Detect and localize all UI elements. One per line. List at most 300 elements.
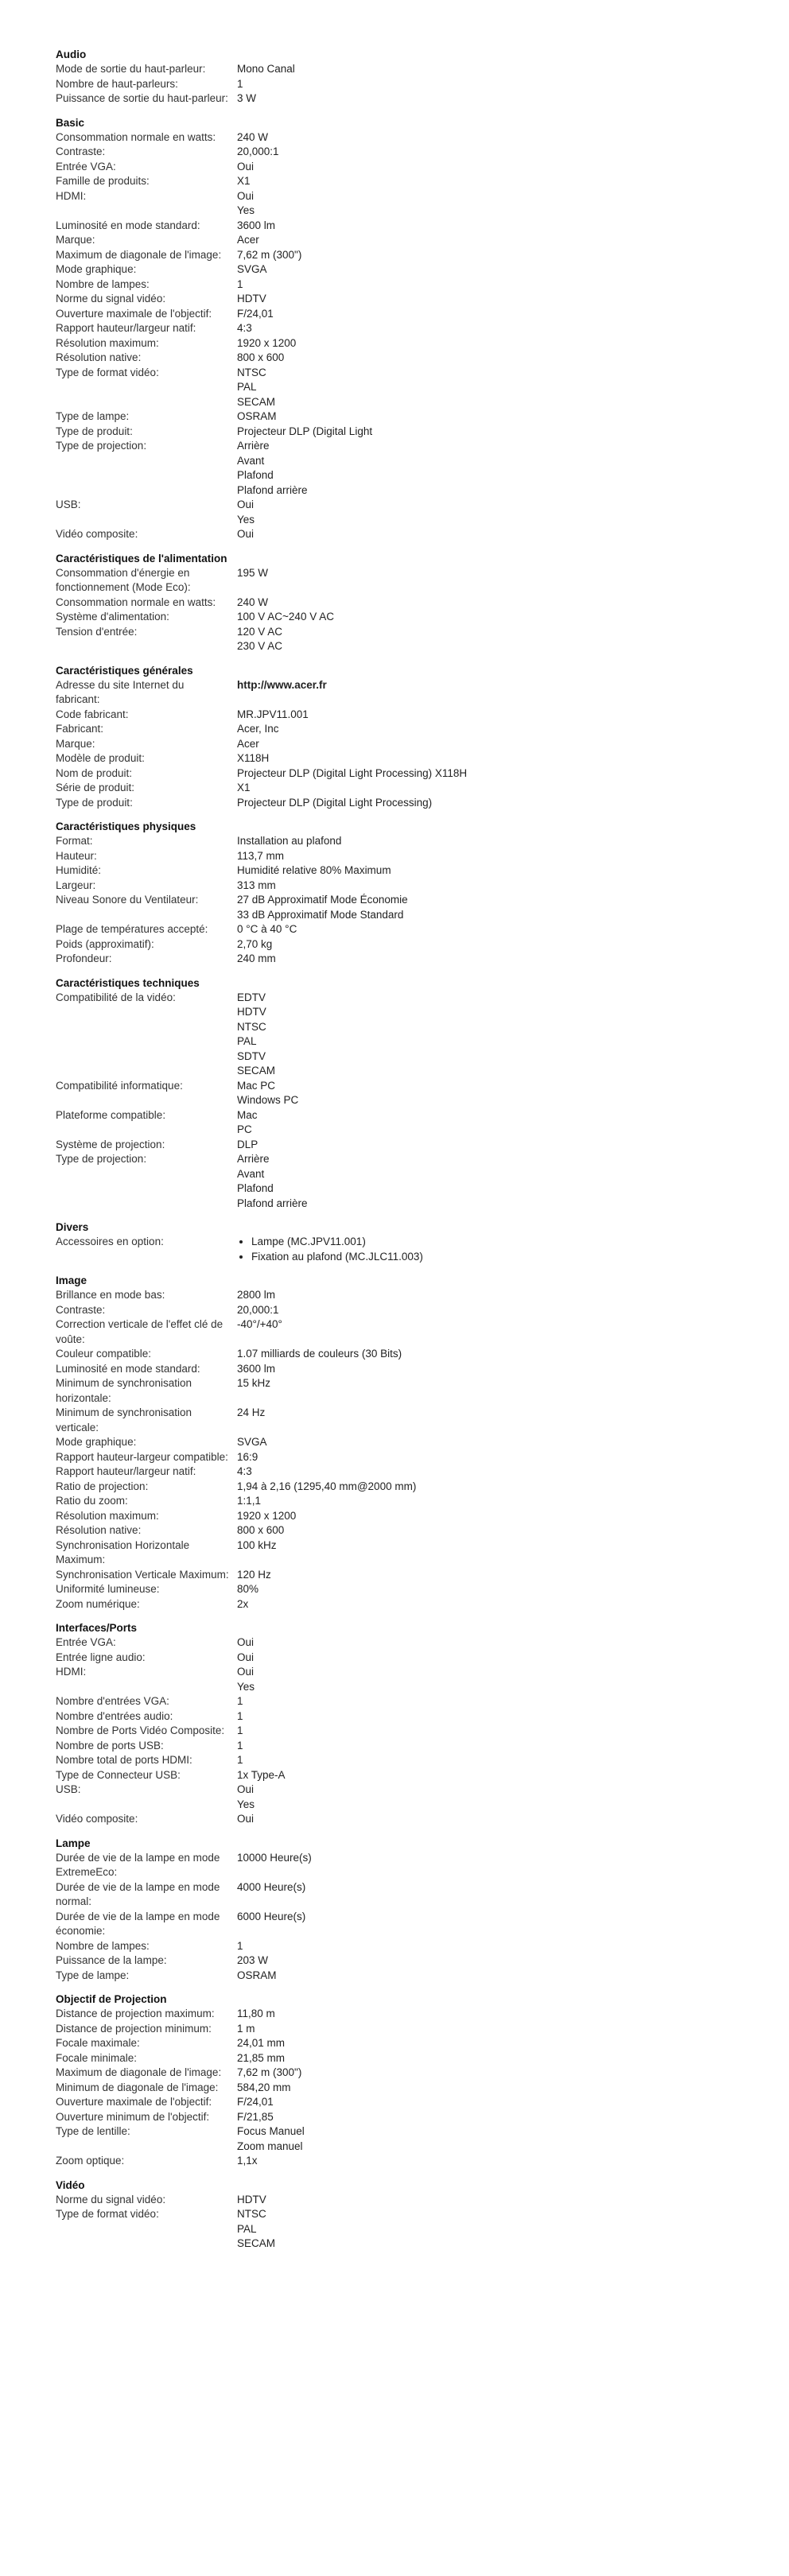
spec-row: [56, 248, 789, 263]
spec-row: [56, 1347, 789, 1362]
value-line: 120 Hz: [237, 1568, 271, 1581]
spec-label: Rapport hauteur/largeur natif:: [56, 1465, 196, 1477]
accessory-list: [237, 1235, 789, 1264]
spec-label: Entrée VGA:: [56, 160, 116, 173]
spec-label: Hauteur:: [56, 849, 97, 862]
value-line: 6000 Heure(s): [237, 1910, 306, 1922]
spec-label: Rapport hauteur-largeur compatible:: [56, 1450, 228, 1463]
spec-row: [56, 1480, 789, 1495]
spec-value: [237, 2036, 789, 2051]
value-line: 1 m: [237, 2022, 255, 2035]
spec-value: [237, 1494, 789, 1509]
value-line: X1: [237, 782, 251, 793]
spec-value: [237, 1753, 789, 1768]
spec-row: [56, 1939, 789, 1954]
spec-row: [56, 1376, 789, 1406]
spec-row: [56, 1523, 789, 1538]
spec-row: [56, 1317, 789, 1347]
spec-label: Nombre d'entrées VGA:: [56, 1695, 169, 1707]
value-line: 24 Hz: [237, 1406, 266, 1418]
value-line: OSRAM: [237, 1969, 277, 1981]
spec-label: Plage de températures accepté:: [56, 923, 208, 935]
spec-row: [56, 130, 789, 145]
value-line: 2800 lm: [237, 1289, 276, 1301]
spec-row: [56, 596, 789, 611]
spec-row: [56, 1851, 789, 1880]
value-line: Projecteur DLP (Digital Light Processing): [237, 796, 433, 809]
spec-label: Résolution native:: [56, 351, 142, 363]
value-line: 20,000:1: [237, 145, 279, 157]
spec-value: [237, 248, 789, 263]
spec-row: [56, 863, 789, 879]
value-line: Acer: [237, 234, 259, 246]
value-line: X118H: [237, 752, 270, 764]
spec-value: [237, 2110, 789, 2125]
value-line: PAL: [237, 2222, 257, 2235]
spec-row: [56, 1450, 789, 1465]
value-line: 800 x 600: [237, 351, 285, 363]
spec-value: [237, 160, 789, 175]
spec-section: [56, 976, 789, 1212]
spec-value: [237, 1376, 789, 1406]
spec-value: [237, 366, 789, 410]
spec-label: Norme du signal vidéo:: [56, 2193, 166, 2206]
spec-row: [56, 409, 789, 425]
spec-row: [56, 1953, 789, 1969]
spec-value: [237, 262, 789, 277]
value-line: 1: [237, 1695, 243, 1707]
spec-value: [237, 307, 789, 322]
spec-label: Adresse du site Internet du fabricant:: [56, 678, 185, 705]
spec-label: Ratio de projection:: [56, 1480, 149, 1492]
spec-row: [56, 277, 789, 293]
value-line: Yes: [237, 204, 255, 216]
value-line: SVGA: [237, 263, 267, 275]
spec-label: Brillance en mode bas:: [56, 1289, 165, 1301]
spec-row: [56, 2036, 789, 2051]
value-line: Plafond arrière: [237, 483, 308, 496]
spec-value: [237, 527, 789, 542]
spec-value: [237, 2193, 789, 2208]
spec-section: [56, 820, 789, 967]
list-item: • Fixation au plafond (MC.JLC11.003): [251, 1250, 789, 1265]
value-line: Arrière: [237, 1153, 270, 1165]
spec-label: Puissance de sortie du haut-parleur:: [56, 92, 228, 104]
value-line: 1: [237, 277, 243, 290]
spec-value: [237, 1435, 789, 1450]
spec-label: Résolution maximum:: [56, 336, 159, 349]
spec-row: [56, 1303, 789, 1318]
spec-value: [237, 351, 789, 366]
spec-label: Durée de vie de la lampe en mode normal:: [56, 1880, 220, 1907]
spec-label: Type de lampe:: [56, 410, 130, 422]
spec-value: [237, 937, 789, 952]
spec-row: [56, 1880, 789, 1910]
spec-row: [56, 834, 789, 849]
spec-section: [56, 552, 789, 654]
spec-row: [56, 678, 789, 708]
spec-row: [56, 766, 789, 782]
value-line: 7,62 m (300"): [237, 248, 302, 261]
spec-label: Maximum de diagonale de l'image:: [56, 248, 222, 261]
value-line: Mac PC: [237, 1079, 276, 1092]
spec-label: Distance de projection minimum:: [56, 2022, 212, 2035]
spec-row: [56, 439, 789, 498]
spec-row: [56, 1288, 789, 1303]
spec-label: Plateforme compatible:: [56, 1108, 166, 1121]
spec-label: Maximum de diagonale de l'image:: [56, 2066, 222, 2078]
spec-row: [56, 2022, 789, 2037]
value-line: Arrière: [237, 440, 270, 452]
spec-row: [56, 751, 789, 766]
value-line: NTSC: [237, 2208, 266, 2220]
value-line: Oui: [237, 189, 255, 202]
spec-row: [56, 527, 789, 542]
spec-row: [56, 174, 789, 189]
spec-row: [56, 566, 789, 596]
spec-row: [56, 1568, 789, 1583]
spec-section: [56, 1274, 789, 1612]
spec-value: [237, 1235, 789, 1264]
spec-value: [237, 796, 789, 811]
spec-label: Nombre de Ports Vidéo Composite:: [56, 1724, 225, 1736]
spec-row: [56, 262, 789, 277]
value-line: Mac: [237, 1108, 258, 1121]
value-line: 240 W: [237, 130, 269, 143]
spec-label: Vidéo composite:: [56, 528, 138, 540]
spec-row: [56, 366, 789, 410]
value-line: 20,000:1: [237, 1303, 279, 1316]
spec-row: [56, 1739, 789, 1754]
spec-label: Famille de produits:: [56, 175, 150, 187]
value-line: 33 dB Approximatif Mode Standard: [237, 908, 404, 921]
spec-value: [237, 439, 789, 498]
spec-row: [56, 1079, 789, 1108]
value-line: -40°/+40°: [237, 1318, 282, 1330]
spec-label: Type de format vidéo:: [56, 2208, 159, 2220]
value-line: 24,01 mm: [237, 2037, 286, 2049]
value-line: F/24,01: [237, 2096, 274, 2108]
value-line: 1920 x 1200: [237, 1509, 297, 1522]
value-line: Acer, Inc: [237, 723, 279, 735]
spec-row: [56, 2193, 789, 2208]
spec-label: Zoom numérique:: [56, 1597, 140, 1610]
spec-value: [237, 625, 789, 654]
value-line: SDTV: [237, 1049, 266, 1062]
spec-value: [237, 321, 789, 336]
spec-label: Type de projection:: [56, 1153, 147, 1165]
value-line: Plafond arrière: [237, 1197, 308, 1209]
section-title: Lampe: [56, 1837, 91, 1849]
value-line: 1: [237, 1739, 243, 1752]
value-line: Focus Manuel: [237, 2125, 305, 2137]
section-title: Objectif de Projection: [56, 1993, 167, 2005]
spec-row: [56, 879, 789, 894]
value-line: Avant: [237, 454, 265, 467]
spec-label: Ratio du zoom:: [56, 1495, 128, 1507]
value-line: HDTV: [237, 293, 266, 305]
spec-label: Modèle de produit:: [56, 752, 145, 764]
spec-label: Luminosité en mode standard:: [56, 219, 200, 231]
value-line: Zoom manuel: [237, 2140, 303, 2152]
value-line: Installation au plafond: [237, 835, 342, 847]
value-line: 4000 Heure(s): [237, 1880, 306, 1893]
value-line: Acer: [237, 737, 259, 750]
value-line: 11,80 m: [237, 2008, 275, 2019]
value-line: Oui: [237, 1666, 255, 1678]
spec-label: Résolution maximum:: [56, 1509, 159, 1522]
spec-value: [237, 863, 789, 879]
spec-label: Entrée ligne audio:: [56, 1651, 146, 1663]
value-line: 240 mm: [237, 952, 276, 964]
spec-label: USB:: [56, 499, 81, 510]
spec-label: Nom de produit:: [56, 766, 133, 779]
spec-label: Mode de sortie du haut-parleur:: [56, 63, 206, 75]
value-line: 1: [237, 1939, 243, 1952]
value-line: Yes: [237, 513, 255, 526]
spec-value: [237, 610, 789, 625]
spec-section: [56, 48, 789, 107]
spec-row: [56, 1108, 789, 1138]
spec-row: [56, 1709, 789, 1724]
spec-label: Vidéo composite:: [56, 1813, 138, 1825]
value-line: 3600 lm: [237, 1362, 276, 1375]
spec-value: [237, 425, 789, 440]
spec-value: [237, 91, 789, 107]
value-line: 1.07 milliards de couleurs (30 Bits): [237, 1348, 402, 1360]
value-line: Oui: [237, 1636, 255, 1648]
spec-label: Type de projection:: [56, 440, 147, 452]
spec-label: Focale maximale:: [56, 2037, 140, 2049]
spec-row: [56, 625, 789, 654]
spec-value: [237, 1694, 789, 1709]
spec-value: [237, 1709, 789, 1724]
spec-label: Mode graphique:: [56, 1436, 137, 1448]
spec-label: Type de lampe:: [56, 1969, 130, 1981]
spec-value: [237, 2066, 789, 2081]
spec-value: [237, 2022, 789, 2037]
spec-row: [56, 321, 789, 336]
section-title: Divers: [56, 1221, 89, 1233]
value-line: HDTV: [237, 1006, 266, 1018]
section-title: Caractéristiques de l'alimentation: [56, 552, 227, 564]
spec-row: [56, 610, 789, 625]
value-line: Plafond: [237, 1182, 274, 1194]
section-title: Interfaces/Ports: [56, 1622, 138, 1634]
value-line: Yes: [237, 1798, 255, 1810]
spec-label: Durée de vie de la lampe en mode ExtremeEco:: [56, 1851, 220, 1878]
spec-label: Contraste:: [56, 145, 106, 157]
spec-value: [237, 737, 789, 752]
spec-value: [237, 751, 789, 766]
spec-label: Luminosité en mode standard:: [56, 1362, 200, 1375]
spec-row: [56, 219, 789, 234]
spec-row: [56, 2124, 789, 2154]
spec-label: Code fabricant:: [56, 708, 129, 720]
value-line: Projecteur DLP (Digital Light Processing) X118H: [237, 766, 468, 779]
spec-row: [56, 722, 789, 737]
spec-row: [56, 893, 789, 922]
spec-row: [56, 781, 789, 796]
spec-label: Niveau Sonore du Ventilateur:: [56, 894, 199, 906]
spec-value: [237, 834, 789, 849]
spec-row: [56, 1235, 789, 1264]
spec-value: [237, 1635, 789, 1651]
spec-row: [56, 1665, 789, 1694]
spec-value: [237, 292, 789, 307]
spec-value: [237, 2207, 789, 2252]
spec-value: [237, 145, 789, 160]
spec-label: Consommation d'énergie en fonctionnement (Mode Eco):: [56, 566, 191, 593]
spec-row: [56, 1969, 789, 1984]
spec-value: [237, 233, 789, 248]
value-line: Windows PC: [237, 1094, 299, 1106]
spec-row: [56, 425, 789, 440]
spec-value: [237, 596, 789, 611]
spec-row: [56, 1768, 789, 1783]
value-line: 800 x 600: [237, 1524, 285, 1536]
value-line: 1: [237, 1724, 243, 1736]
value-line: F/21,85: [237, 2110, 274, 2123]
value-line: F/24,01: [237, 307, 274, 320]
spec-section: [56, 1621, 789, 1827]
value-line: Avant: [237, 1167, 265, 1180]
spec-label: Focale minimale:: [56, 2051, 138, 2064]
spec-row: [56, 2095, 789, 2110]
spec-value: [237, 952, 789, 967]
spec-value: [237, 1465, 789, 1480]
value-line[interactable]: http://www.acer.fr: [237, 678, 327, 691]
spec-section: [56, 1220, 789, 1264]
spec-label: Ouverture maximale de l'objectif:: [56, 2096, 212, 2108]
spec-label: Format:: [56, 835, 93, 847]
spec-value: [237, 219, 789, 234]
value-line: 21,85 mm: [237, 2051, 286, 2064]
spec-value: [237, 2007, 789, 2022]
section-title: Vidéo: [56, 2178, 85, 2191]
spec-value: [237, 1450, 789, 1465]
spec-row: [56, 737, 789, 752]
spec-label: Ouverture minimum de l'objectif:: [56, 2110, 210, 2123]
spec-label: Nombre de lampes:: [56, 1939, 150, 1952]
spec-value: [237, 1303, 789, 1318]
spec-value: [237, 1568, 789, 1583]
spec-value: [237, 1969, 789, 1984]
spec-value: [237, 722, 789, 737]
spec-row: [56, 991, 789, 1079]
spec-label: Correction verticale de l'effet clé de voûte:: [56, 1318, 223, 1345]
spec-value: [237, 62, 789, 77]
spec-value: [237, 678, 789, 708]
spec-label: Système d'alimentation:: [56, 611, 169, 623]
spec-value: [237, 1880, 789, 1910]
spec-row: [56, 708, 789, 723]
spec-label: Durée de vie de la lampe en mode économie:: [56, 1910, 220, 1937]
spec-row: [56, 233, 789, 248]
value-line: Humidité relative 80% Maximum: [237, 864, 391, 876]
spec-row: [56, 2066, 789, 2081]
spec-row: [56, 1597, 789, 1612]
value-line: Oui: [237, 499, 255, 510]
spec-value: [237, 1347, 789, 1362]
spec-value: [237, 1851, 789, 1880]
value-line: Projecteur DLP (Digital Light: [237, 425, 373, 437]
value-line: 10000 Heure(s): [237, 1851, 312, 1864]
spec-label: Entrée VGA:: [56, 1636, 116, 1648]
value-line: 584,20 mm: [237, 2081, 291, 2093]
spec-row: [56, 1753, 789, 1768]
spec-value: [237, 1768, 789, 1783]
value-line: SVGA: [237, 1436, 267, 1448]
value-line: 1: [237, 1709, 243, 1722]
spec-row: [56, 2051, 789, 2066]
value-line: 2x: [237, 1597, 249, 1610]
spec-label: Minimum de synchronisation verticale:: [56, 1406, 192, 1433]
spec-value: [237, 2051, 789, 2066]
spec-label: Profondeur:: [56, 952, 112, 964]
spec-value: [237, 1724, 789, 1739]
spec-section: [56, 116, 789, 542]
spec-row: [56, 1783, 789, 1812]
spec-value: [237, 1651, 789, 1666]
value-line: Yes: [237, 1680, 255, 1693]
spec-value: [237, 498, 789, 527]
spec-row: [56, 91, 789, 107]
spec-value: [237, 1812, 789, 1827]
value-line: 15 kHz: [237, 1377, 271, 1389]
value-line: SECAM: [237, 2237, 276, 2249]
value-line: SECAM: [237, 395, 276, 408]
value-line: 3 W: [237, 92, 257, 104]
spec-row: [56, 1435, 789, 1450]
spec-row: [56, 2207, 789, 2252]
spec-row: [56, 145, 789, 160]
spec-row: [56, 2154, 789, 2169]
spec-section: [56, 2178, 789, 2252]
spec-value: [237, 1953, 789, 1969]
value-line: NTSC: [237, 1020, 266, 1033]
spec-label: Accessoires en option:: [56, 1236, 164, 1247]
value-line: 4:3: [237, 322, 252, 334]
value-line: MR.JPV11.001: [237, 708, 309, 720]
value-line: 1x Type-A: [237, 1768, 286, 1781]
spec-row: [56, 1494, 789, 1509]
spec-row: [56, 1362, 789, 1377]
value-line: 195 W: [237, 566, 269, 579]
value-line: X1: [237, 175, 251, 187]
value-line: 120 V AC: [237, 625, 283, 638]
spec-row: [56, 1724, 789, 1739]
value-line: Oui: [237, 160, 255, 173]
spec-value: [237, 2154, 789, 2169]
spec-row: [56, 1582, 789, 1597]
value-line: Oui: [237, 1813, 255, 1825]
value-line: 4:3: [237, 1465, 252, 1477]
spec-label: Nombre de lampes:: [56, 277, 150, 290]
spec-label: Synchronisation Verticale Maximum:: [56, 1568, 229, 1581]
value-line: Oui: [237, 528, 255, 540]
spec-row: [56, 952, 789, 967]
section-title: Caractéristiques générales: [56, 664, 193, 677]
spec-value: [237, 1538, 789, 1568]
spec-label: HDMI:: [56, 189, 87, 202]
spec-value: [237, 708, 789, 723]
spec-value: [237, 1910, 789, 1939]
spec-value: [237, 130, 789, 145]
section-title: Audio: [56, 48, 87, 60]
value-line: Oui: [237, 1783, 255, 1795]
value-line: 1,94 à 2,16 (1295,40 mm@2000 mm): [237, 1480, 417, 1492]
